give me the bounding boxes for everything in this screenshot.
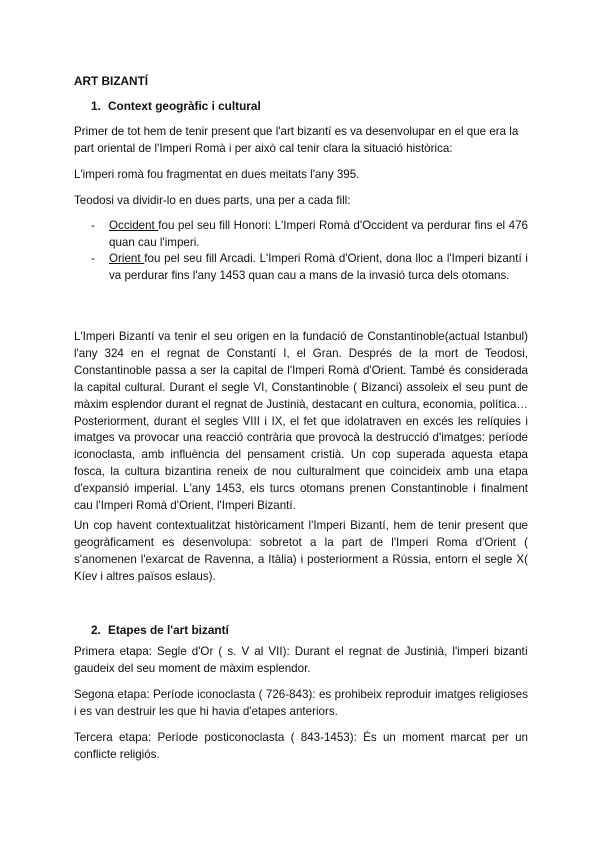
bullet-term: Occident xyxy=(109,219,159,232)
paragraph-geography: Un cop havent contextualitzat històricament l'Imperi Bizantí, hem de tenir present que geogràficament es desenvolupa: sobretot a la part de l'Imperi Roma d'Orient ( s'anomenen l'exarcat de Ravenna, a Itàlia) i posteriorment a Rússia, entorn el segle X( Kíev i altres països eslaus). xyxy=(74,519,528,583)
paragraph-fragmentation: L'imperi romà fou fragmentat en dues meitats l'any 395. xyxy=(74,168,360,181)
bullet-text xyxy=(109,251,528,285)
bullet-occident xyxy=(91,218,528,252)
bullet-text xyxy=(109,218,528,252)
paragraph-intro: Primer de tot hem de tenir present que l'art bizantí es va desenvolupar en el que era la part oriental de l'Imperi Romà i per això cal tenir clara la situació històrica: xyxy=(74,125,519,155)
bullet-body: fou pel seu fill Arcadi. L'Imperi Romà d'Orient, dona lloc a l'Imperi bizantí i va perdurar fins l'any 1453 quan cau a mans de la invasió turca dels otomans. xyxy=(109,252,528,282)
bullet-dash: - xyxy=(91,252,95,265)
section-2-title: Etapes de l'art bizantí xyxy=(108,623,229,637)
paragraph-stage-3: Tercera etapa: Període posticonoclasta ( 843-1453): És un moment marcat per un conflicte religiós. xyxy=(74,731,528,761)
paragraph-stage-1: Primera etapa: Segle d'Or ( s. V al VII): Durant el regnat de Justinià, l'imperi bizantí gaudeix del seu moment de màxim esplendor. xyxy=(74,645,528,675)
section-1-title: Context geogràfic i cultural xyxy=(108,99,261,113)
paragraph-history: L'Imperi Bizantí va tenir el seu origen en la fundació de Constantinoble(actual Istanbul) l'any 324 en el regnat de Constantí I, el Gran. Després de la mort de Teodosi, Constantinoble passa a ser la capital de l'Imperi Romà d'Orient. També és considerada la capital cultural. Durant el segle VI, Constantinoble ( Bizanci) assoleix el seu punt de màxim esplendor durant el regnat de Justinià, destacant en cultura, economia, política… Posteriorment, durant el segles VIII i IX, el fet que idolatraven en excés les relíquies i imatges va provocar una reacció contrària que provocà la destrucció d'imatges: període iconoclasta, amb influència del pensament cristià. Un cop superada aquesta etapa fosca, la cultura bizantina reneix de nou culturalment que coincideix amb una etapa d'expansió imperial. L'any 1453, els turcs otomans prenen Constantinoble i finalment cau l'Imperi Romà d'Orient, l'Imperi Bizantí. xyxy=(74,330,528,513)
bullet-term: Orient xyxy=(109,252,145,265)
paragraph-stage-2: Segona etapa: Període iconoclasta ( 726-843): es prohibeix reproduir imatges religioses i es van destruir les que hi havia d'etapes anteriors. xyxy=(74,688,528,718)
section-1-number: 1. xyxy=(91,99,101,113)
bullet-dash: - xyxy=(91,219,95,232)
bullet-orient xyxy=(91,251,528,285)
document-title: ART BIZANTÍ xyxy=(74,74,149,88)
section-2-number: 2. xyxy=(91,623,101,637)
paragraph-division: Teodosi va dividir-lo en dues parts, una per a cada fill: xyxy=(74,194,351,207)
section-2-heading xyxy=(91,622,229,639)
bullet-body: fou pel seu fill Honori: L'Imperi Romà d'Occident va perdurar fins el 476 quan cau l'imperi. xyxy=(109,219,528,249)
section-1-heading xyxy=(91,98,261,115)
